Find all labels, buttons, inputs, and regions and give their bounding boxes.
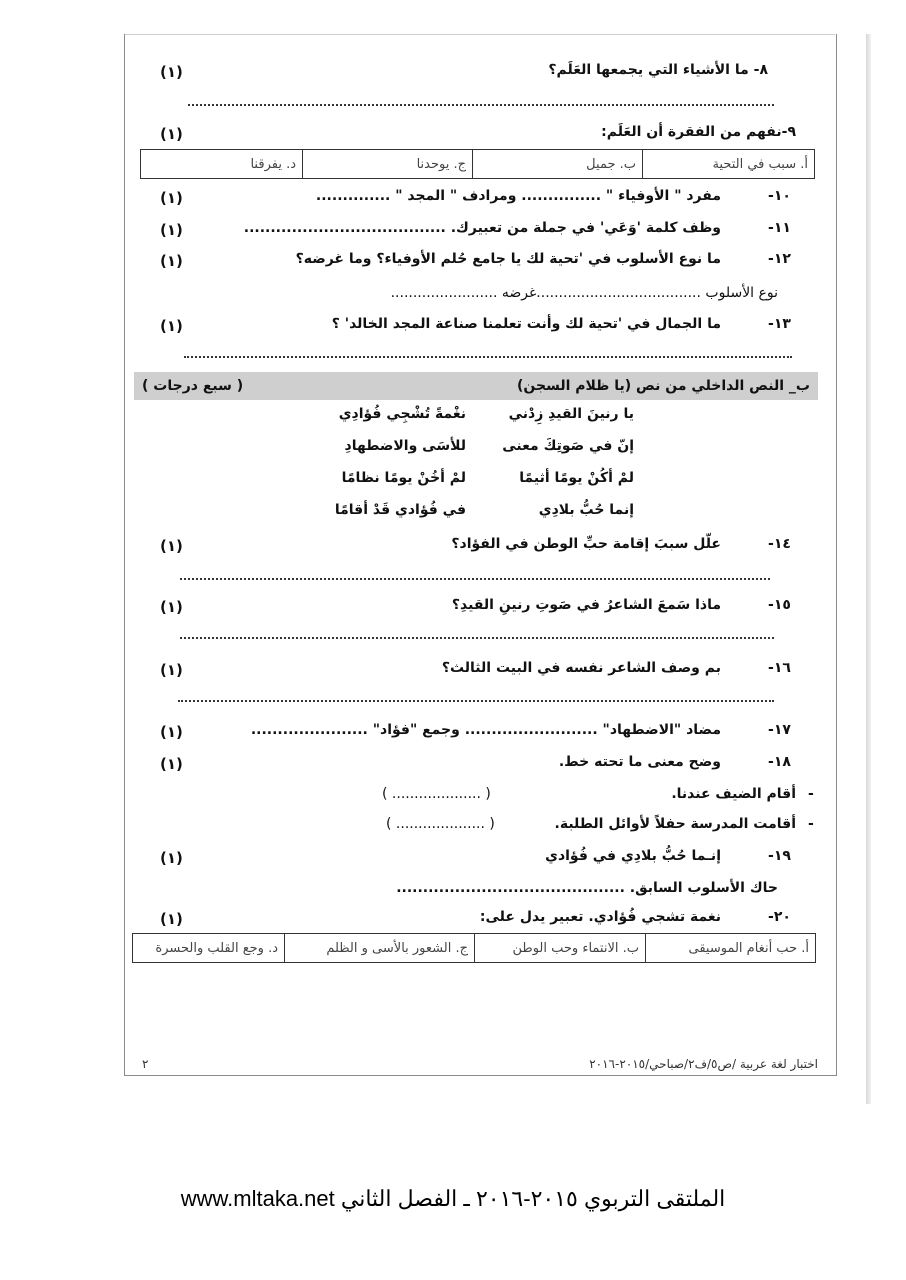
question-17-number: -١٧: [768, 722, 791, 738]
poem-verse-4-right: إنما حُبُّ بلادِي: [538, 502, 634, 518]
poem-verse-2-left: للأسَى والاضطهادِ: [344, 438, 466, 454]
bullet: -: [808, 816, 814, 832]
option-b[interactable]: ب. الانتماء وحب الوطن: [474, 934, 645, 962]
question-11: وظف كلمة 'وَعَي' في جملة من تعبيرك. ......................................: [243, 220, 721, 236]
page-number: ٢: [142, 1057, 149, 1071]
question-12-answer-line: نوع الأسلوب .....................................غرضه ........................: [390, 285, 778, 301]
question-15-number: -١٥: [768, 597, 791, 613]
question-13-number: -١٣: [768, 316, 791, 332]
exam-footer: اختبار لغة عربية /ص٥/ف٢/صباحي/٢٠١٥-٢٠١٦: [589, 1057, 818, 1071]
question-12-number: -١٢: [768, 251, 791, 267]
question-20: نغمة تشجي فُؤادي. تعبير يدل على:: [479, 909, 721, 925]
question-14: علّل سببَ إقامة حبِّ الوطن في الفؤاد؟: [451, 536, 721, 552]
question-18-mark: (١): [160, 755, 183, 773]
question-20-mark: (١): [160, 910, 183, 928]
option-a[interactable]: أ. حب أنغام الموسيقى: [645, 934, 815, 962]
answer-line: [180, 578, 770, 580]
question-15-mark: (١): [160, 598, 183, 616]
poem-verse-3-right: لمْ أكُنْ يومًا أثيمًا: [519, 470, 634, 486]
question-20-number: -٢٠: [768, 909, 791, 925]
question-16-mark: (١): [160, 661, 183, 679]
question-9-mark: (١): [160, 125, 183, 143]
answer-line: [188, 104, 774, 106]
answer-line: [178, 700, 774, 702]
question-12-mark: (١): [160, 252, 183, 270]
option-d[interactable]: د. وجع القلب والحسرة: [155, 940, 278, 956]
question-11-mark: (١): [160, 221, 183, 239]
question-18-blank-1[interactable]: ( .................... ): [382, 786, 491, 802]
section-b-title: ب_ النص الداخلي من نص (يا ظلام السجن): [517, 378, 810, 394]
question-11-number: -١١: [768, 220, 791, 236]
option-a[interactable]: أ. سبب في التحية: [642, 150, 814, 178]
question-19-number: -١٩: [768, 848, 791, 864]
question-19-mark: (١): [160, 849, 183, 867]
question-13: ما الجمال في 'تحية لك وأنت تعلمنا صناعة المجد الخالد' ؟: [331, 316, 721, 332]
option-c[interactable]: ج. الشعور بالأسى و الظلم: [284, 934, 474, 962]
question-8-mark: (١): [160, 63, 183, 81]
answer-line: [184, 356, 792, 358]
question-10-number: -١٠: [768, 188, 791, 204]
poem-verse-1-left: نغْمةً تُشْجِي فُؤادِي: [338, 406, 466, 422]
site-caption: www.mltaka.net الملتقى التربوي ٢٠١٥-٢٠١٦ ـ الفصل الثاني: [180, 1186, 726, 1211]
question-10: مفرد " الأوفياء " ............... ومرادف " المجد " ..............: [315, 188, 721, 204]
bullet: -: [808, 786, 814, 802]
question-18-item-1: أقام الضيف عندنا.: [671, 786, 796, 802]
poem-verse-3-left: لمْ أخُنْ يومًا نظامًا: [341, 470, 466, 486]
answer-line: [180, 637, 774, 639]
question-17-mark: (١): [160, 723, 183, 741]
question-10-mark: (١): [160, 189, 183, 207]
question-19: إنـما حُبُّ بلادِي في فُؤادي: [545, 848, 721, 864]
question-14-mark: (١): [160, 537, 183, 555]
question-14-number: -١٤: [768, 536, 791, 552]
question-13-mark: (١): [160, 317, 183, 335]
question-17: مضاد "الاضطهاد" ......................... وجمع "فؤاد" ......................: [250, 722, 721, 738]
option-b[interactable]: ب. جميل: [472, 150, 642, 178]
question-9: ٩-نفهم من الفقرة أن العَلَم:: [601, 124, 796, 140]
question-18-number: -١٨: [768, 754, 791, 770]
poem-verse-4-left: في فُؤادي قَدْ أقامًا: [334, 502, 466, 518]
question-18: وضح معنى ما تحته خط.: [558, 754, 721, 770]
question-8: ٨- ما الأشياء التي يجمعها العَلَم؟: [548, 62, 768, 78]
option-d[interactable]: د. يفرقنا: [250, 156, 296, 172]
section-b-header: [134, 372, 818, 400]
question-12: ما نوع الأسلوب في 'تحية لك يا جامع حُلم الأوفياء؟ وما غرضه؟: [295, 251, 721, 267]
question-16-number: -١٦: [768, 660, 791, 676]
question-15: ماذا سَمعَ الشاعرُ في صَوتِ رنينِ القيدِ؟: [451, 597, 721, 613]
question-20-options: [132, 933, 816, 963]
question-16: بم وصف الشاعر نفسه في البيت الثالث؟: [441, 660, 721, 676]
question-18-item-2: أقامت المدرسة حفلاً لأوائل الطلبة.: [554, 816, 796, 832]
question-9-options: [140, 149, 815, 179]
section-b-grade: ( سبع درجات ): [142, 378, 244, 394]
page-shadow: [866, 34, 871, 1104]
poem-verse-2-right: إنّ في صَوتِكَ معنى: [502, 438, 634, 454]
option-c[interactable]: ج. يوحدنا: [302, 150, 472, 178]
poem-verse-1-right: يا رنينَ القيدِ زِدْني: [508, 406, 634, 422]
question-18-blank-2[interactable]: ( .................... ): [386, 816, 495, 832]
question-19-task: حاك الأسلوب السابق. ...........................................: [396, 880, 778, 896]
